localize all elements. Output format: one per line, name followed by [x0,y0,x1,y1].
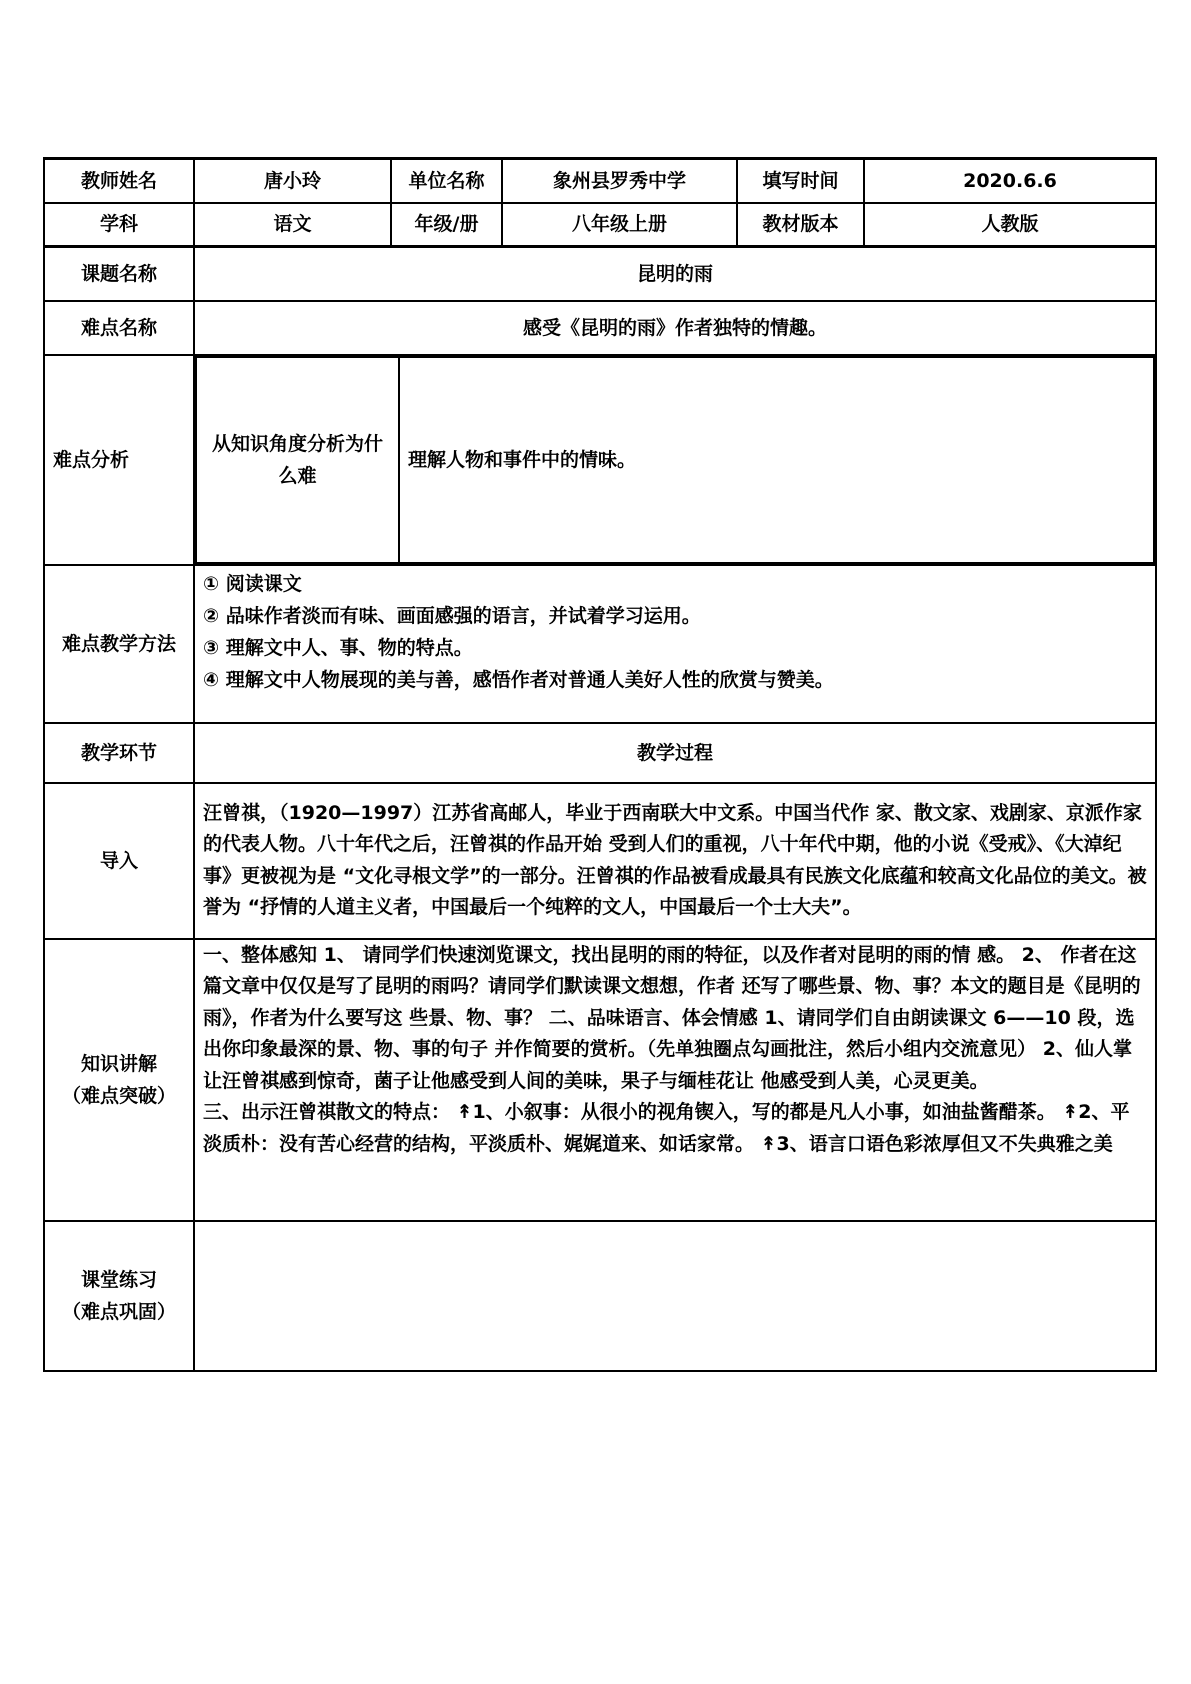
knowledge-para-2: 三、出示汪曾祺散文的特点： ↟1、小叙事：从很小的视角锲入，写的都是凡人小事，如油盐酱醋茶。 ↟2、平淡质朴：没有苦心经营的结构，平淡质朴、娓娓道来、如话家常。 ↟3、语言口语色彩浓厚但又不失典雅之美 [203,1101,1130,1155]
analysis-row [44,355,1156,565]
lesson-plan-table [43,157,1157,1372]
knowledge-label-line1: 知识讲解 [80,1052,157,1075]
difficulty-row [44,301,1156,355]
method-item: ② 品味作者淡而有味、画面感强的语言，并试着学习运用。 [203,604,701,627]
topic-row [44,247,1156,301]
unit-value: 象州县罗秀中学 [502,159,737,203]
knowledge-label-line2: （难点突破） [61,1084,176,1107]
difficulty-label: 难点名称 [44,301,194,355]
intro-row [44,783,1156,939]
knowledge-para-1: 一、整体感知 1、 请同学们快速浏览课文，找出昆明的雨的特征，以及作者对昆明的雨的情 感。 2、 作者在这篇文章中仅仅是写了昆明的雨吗？请同学们默读课文想想，作者 还写了哪些景、物、事？本文的题目是《昆明的雨》，作者为什么要写这 些景、物、事？ 二、品味语言、体会情感 1、请同学们自由朗读课文 6——10 段，选出你印象最深的景、物、事的句子 并作简要的赏析。（先单独圈点勾画批注，然后小组内交流意见） 2、仙人掌让汪曾祺感到惊奇，菌子让他感受到人间的美味，果子与缅桂花让 他感受到人美，心灵更美。 [203,943,1141,1092]
analysis-content [194,355,1156,565]
practice-row [44,1221,1156,1371]
difficulty-value: 感受《昆明的雨》作者独特的情趣。 [194,301,1156,355]
edition-value: 人教版 [864,203,1156,247]
teacher-value: 唐小玲 [194,159,391,203]
practice-label-line1: 课堂练习 [80,1268,157,1291]
steps-row [44,723,1156,783]
grade-label: 年级/册 [391,203,502,247]
teacher-label: 教师姓名 [44,159,194,203]
topic-value: 昆明的雨 [194,247,1156,301]
intro-value: 汪曾祺，（1920—1997）江苏省高邮人，毕业于西南联大中文系。中国当代作 家、散文家、戏剧家、京派作家的代表人物。八十年代之后，汪曾祺的作品开始 受到人们的重视，八十年代中期，他的小说《受戒》、《大淖纪事》更被视为是 “文化寻根文学”的一部分。汪曾祺的作品被看成最具有民族文化底蕴和较高文化品位的美文。被誉为 “抒情的人道主义者，中国最后一个纯粹的文人，中国最后一个士大夫”。 [194,783,1156,939]
steps-value: 教学过程 [194,723,1156,783]
practice-label [44,1221,194,1371]
header-row-1 [44,159,1156,203]
method-row [44,565,1156,723]
grade-value: 八年级上册 [502,203,737,247]
method-label: 难点教学方法 [44,565,194,723]
steps-label: 教学环节 [44,723,194,783]
date-value: 2020.6.6 [864,159,1156,203]
knowledge-row [44,939,1156,1221]
analysis-label: 难点分析 [44,355,194,565]
topic-label: 课题名称 [44,247,194,301]
practice-value [194,1221,1156,1371]
analysis-value: 理解人物和事件中的情味。 [399,357,1154,563]
subject-value: 语文 [194,203,391,247]
analysis-inner-table [195,356,1155,564]
method-item: ③ 理解文中人、事、物的特点。 [203,636,473,659]
intro-label: 导入 [44,783,194,939]
method-content [194,565,1156,723]
analysis-sub-label: 从知识角度分析为什么难 [196,357,399,563]
edition-label: 教材版本 [737,203,864,247]
header-row-2 [44,203,1156,247]
knowledge-content [194,939,1156,1221]
knowledge-label [44,939,194,1221]
method-item: ④ 理解文中人物展现的美与善，感悟作者对普通人美好人性的欣赏与赞美。 [203,668,834,691]
subject-label: 学科 [44,203,194,247]
date-label: 填写时间 [737,159,864,203]
practice-label-line2: （难点巩固） [61,1300,176,1323]
method-item: ① 阅读课文 [203,572,302,595]
unit-label: 单位名称 [391,159,502,203]
